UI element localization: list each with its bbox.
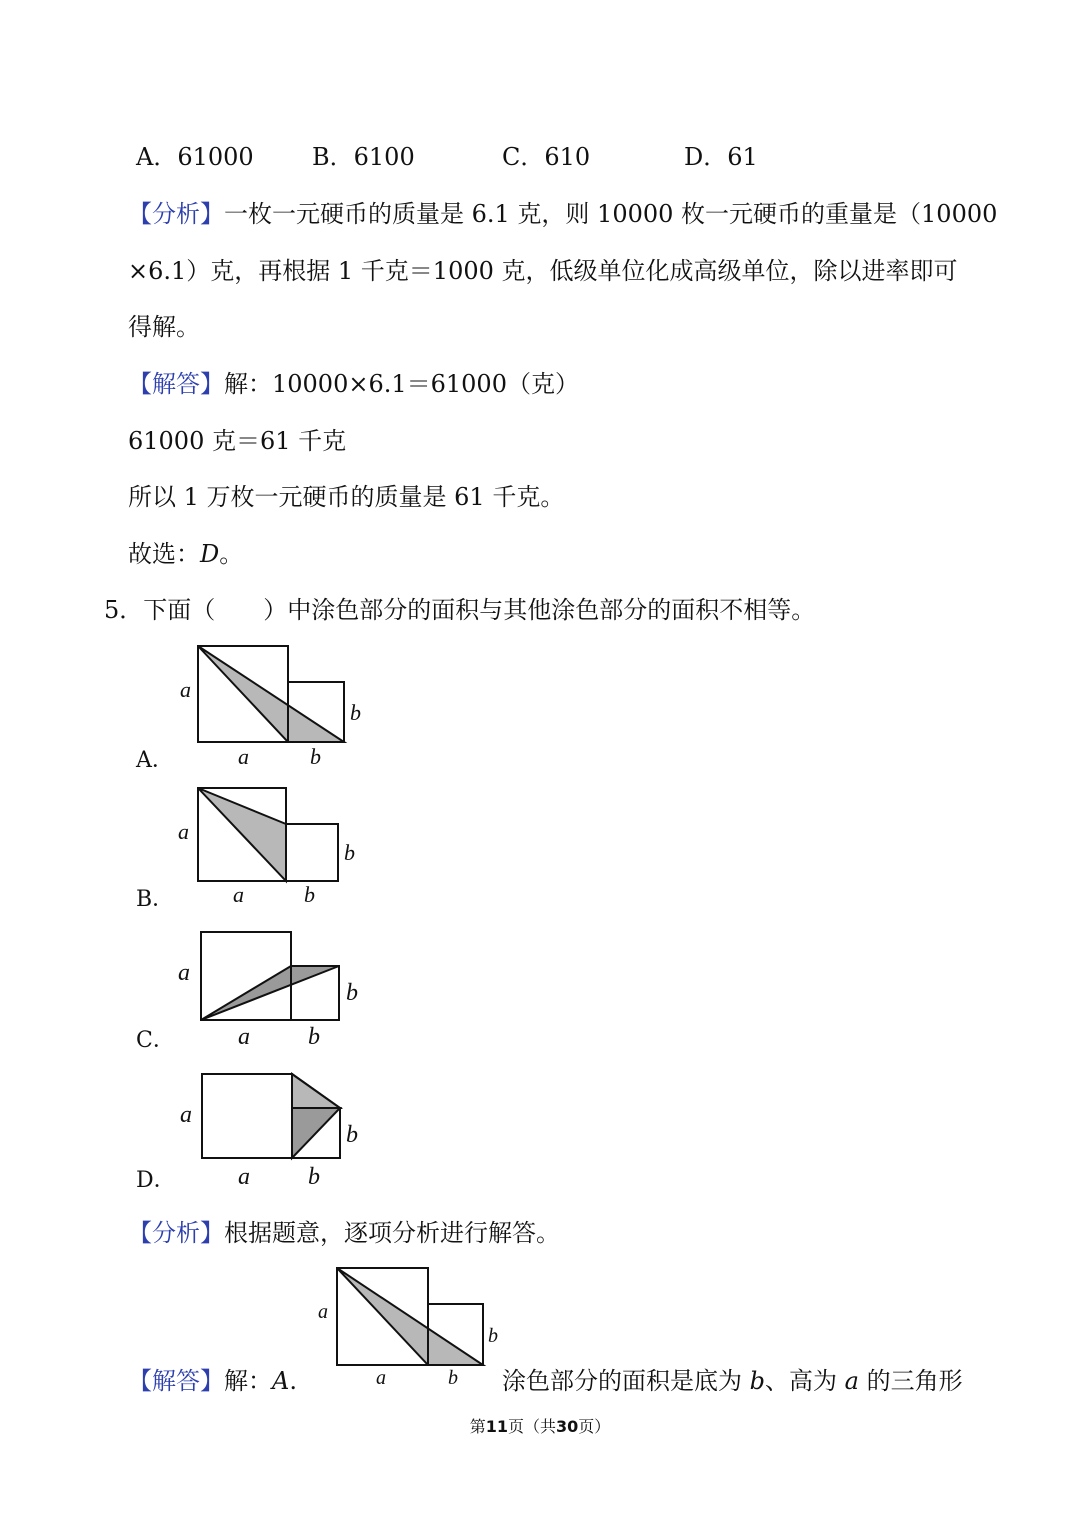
figure-a-letter: A． [136, 748, 174, 773]
option-b: B．6100 [312, 143, 415, 171]
q4-analysis-line1: 【分析】一枚一元硬币的质量是 6.1 克，则 10000 枚一元硬币的重量是（10000 [128, 200, 998, 228]
label-b-base: b [308, 1024, 320, 1050]
figure-c [170, 924, 370, 1054]
label-b-side: b [344, 840, 355, 865]
figure-b-letter: B． [136, 887, 175, 912]
label-b-side: b [350, 700, 361, 725]
figure-a [170, 640, 370, 770]
label-a-base: a [238, 1024, 250, 1050]
label-b-side: b [346, 980, 358, 1006]
analysis-tag: 【分析】 [128, 200, 224, 228]
label-a-side: a [178, 960, 190, 986]
analysis-tag: 【分析】 [128, 1219, 224, 1247]
q5-stem: 5．下面（ ）中涂色部分的面积与其他涂色部分的面积不相等。 [104, 596, 816, 624]
figure-b [170, 782, 370, 912]
q4-analysis-line2: ×6.1）克，再根据 1 千克＝1000 克，低级单位化成高级单位，除以进率即可 [128, 257, 958, 285]
option-d: D．61 [684, 143, 758, 171]
label-b-base: b [448, 1367, 458, 1389]
label-a-base: a [233, 882, 244, 907]
label-b-base: b [310, 744, 321, 769]
label-a-base: a [376, 1367, 386, 1389]
q5-analysis: 【分析】根据题意，逐项分析进行解答。 [128, 1219, 560, 1247]
label-a-side: a [318, 1301, 328, 1323]
figure-d-letter: D． [136, 1168, 176, 1193]
label-b-base: b [304, 882, 315, 907]
label-b-base: b [308, 1164, 320, 1190]
label-a-side: a [178, 819, 189, 844]
q4-answer-line1: 【解答】解：10000×6.1＝61000（克） [128, 370, 579, 398]
q5-answer-text: 涂色部分的面积是底为 b、高为 a 的三角形 [502, 1367, 963, 1395]
figure-d [170, 1066, 370, 1196]
figure-c-letter: C． [136, 1028, 175, 1053]
answer-tag: 【解答】 [128, 370, 224, 398]
q5-answer-start: 【解答】解：A. [128, 1367, 297, 1395]
page-footer: 第11页（共30页） [469, 1417, 611, 1436]
option-a: A．61000 [136, 143, 254, 171]
answer-figure-a [310, 1262, 510, 1392]
label-a-side: a [180, 1102, 192, 1128]
option-c: C．610 [502, 143, 591, 171]
label-a-side: a [180, 677, 191, 702]
q4-analysis-line3: 得解。 [128, 313, 200, 341]
label-a-base: a [238, 744, 249, 769]
label-b-side: b [346, 1122, 358, 1148]
q4-answer-choice: 故选：D。 [128, 540, 244, 568]
answer-tag: 【解答】 [128, 1367, 224, 1395]
q4-answer-line3: 所以 1 万枚一元硬币的质量是 61 千克。 [128, 483, 565, 511]
label-b-side: b [488, 1325, 498, 1347]
q4-answer-line2: 61000 克＝61 千克 [128, 427, 347, 455]
label-a-base: a [238, 1164, 250, 1190]
